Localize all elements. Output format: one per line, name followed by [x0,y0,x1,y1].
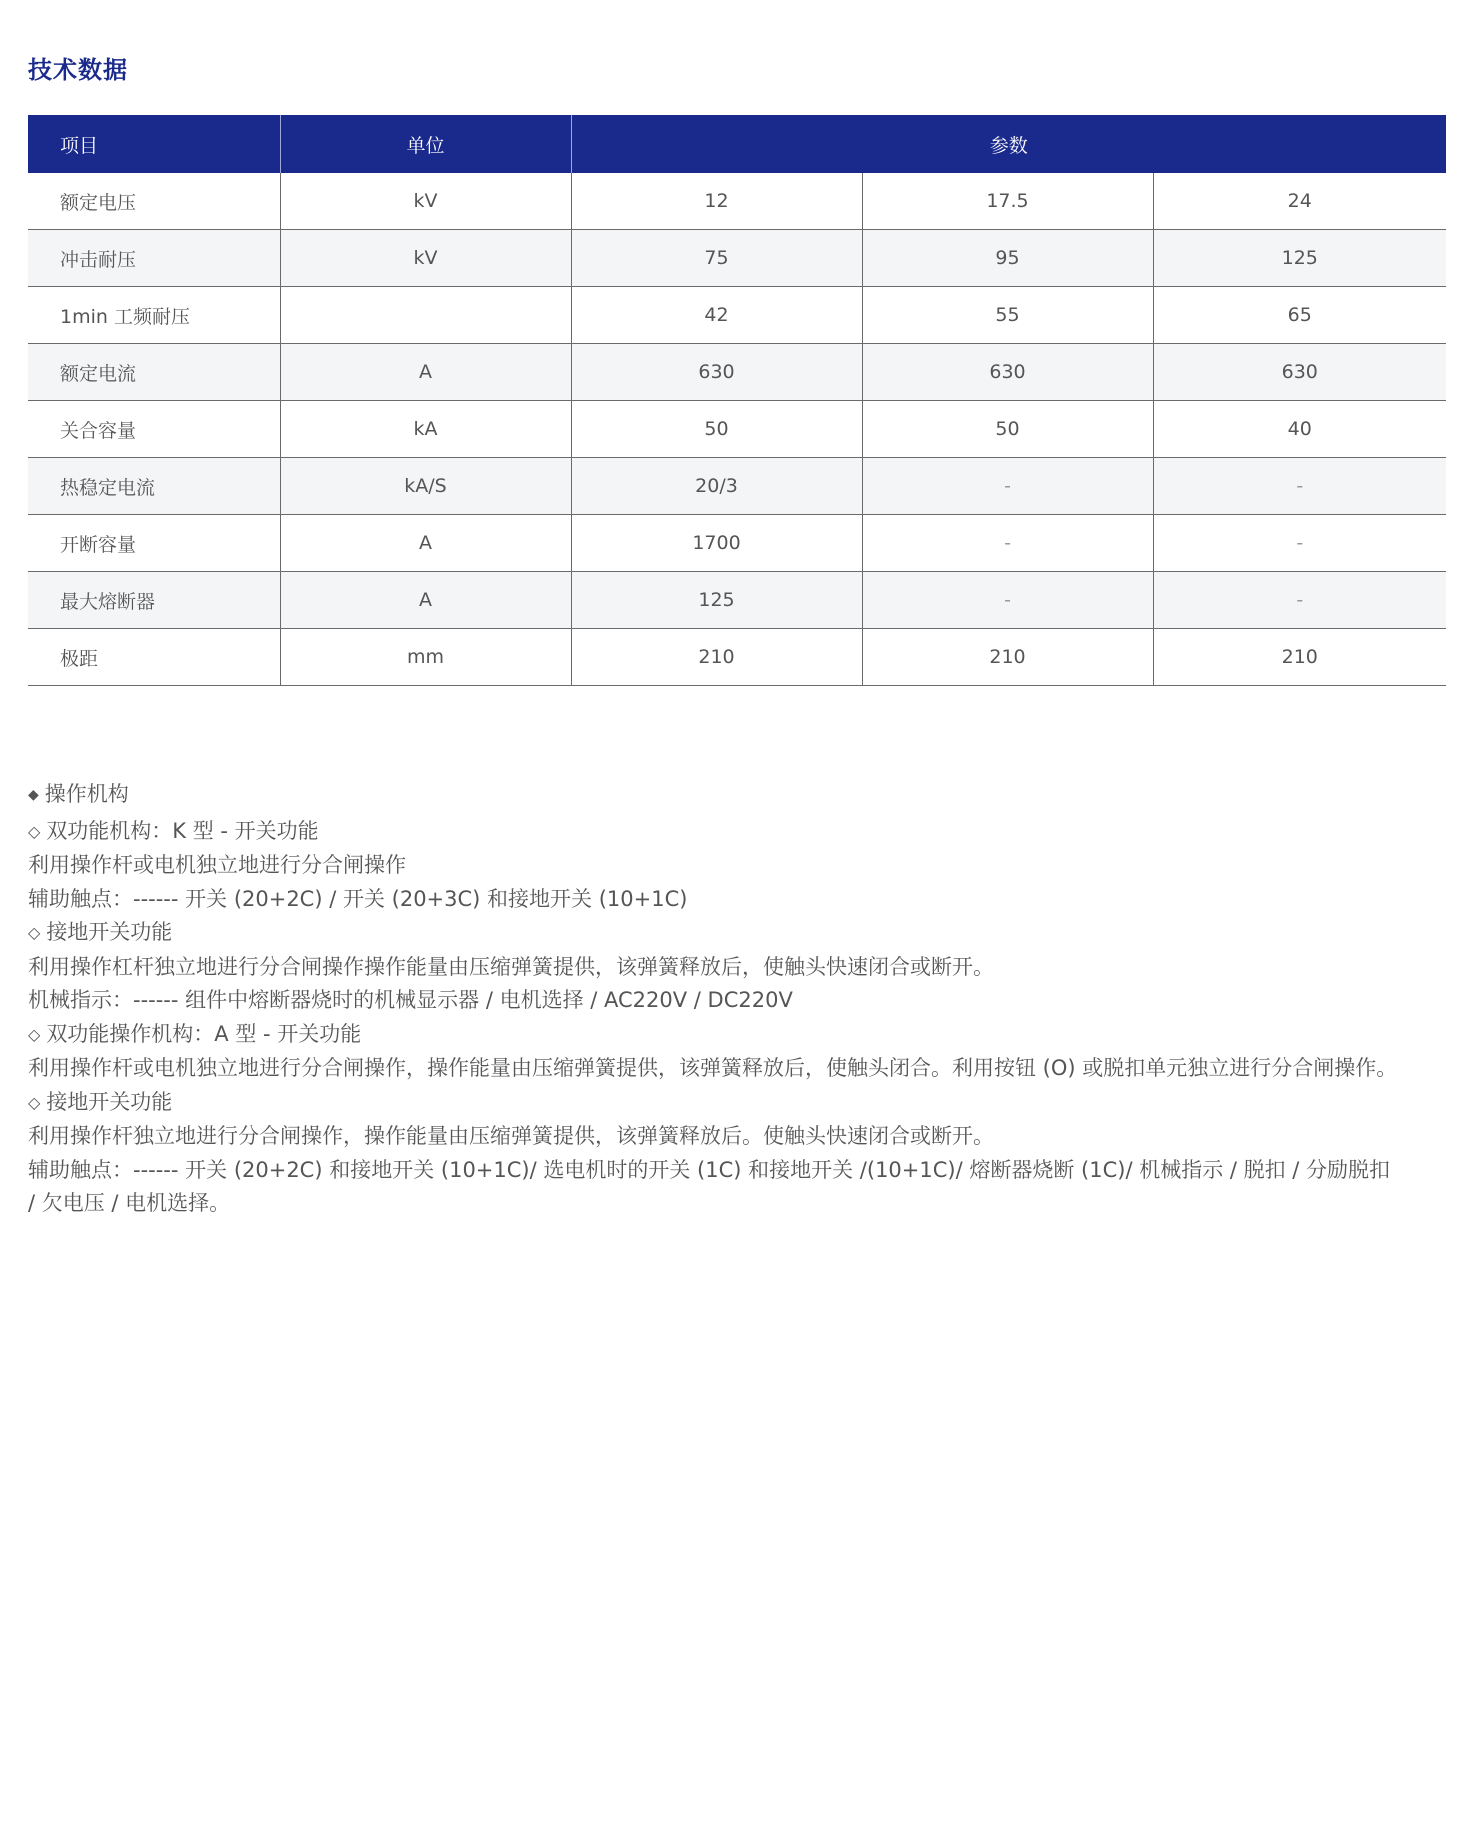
cell-item: 1min 工频耐压 [28,287,280,344]
header-params: 参数 [571,115,1446,173]
cell-unit: kA/S [280,458,571,515]
cell-value: 42 [571,287,862,344]
notes-line: ◇ 双功能操作机构：A 型 - 开关功能 [28,1021,362,1046]
cell-value: 40 [1153,401,1446,458]
table-row [28,401,1446,458]
table-row [28,458,1446,515]
table-header-row [28,115,1446,173]
cell-value: 50 [571,401,862,458]
cell-unit: kV [280,230,571,287]
cell-item: 最大熔断器 [28,572,280,629]
cell-unit: kA [280,401,571,458]
diamond-outline-icon: ◇ [28,923,41,942]
table-row [28,344,1446,401]
notes-line: / 欠电压 / 电机选择。 [28,1191,231,1215]
table-row [28,629,1446,686]
table-row [28,173,1446,230]
cell-value: 125 [1153,230,1446,287]
diamond-outline-icon: ◇ [28,1092,41,1112]
cell-unit: mm [280,629,571,686]
cell-value: 210 [1153,629,1446,686]
cell-unit [280,287,571,344]
cell-value: 125 [571,572,862,629]
cell-value: 630 [1153,344,1446,401]
cell-value: 1700 [571,515,862,572]
cell-value: - [862,515,1153,572]
notes-line: ◇ 接地开关功能 [28,1089,173,1114]
cell-item: 额定电压 [28,173,280,230]
cell-item: 开断容量 [28,515,280,572]
cell-value: 210 [571,629,862,686]
cell-value: 630 [862,344,1153,401]
spec-table [28,115,1446,686]
cell-item: 热稳定电流 [28,458,280,515]
table-row [28,287,1446,344]
notes-line: 辅助触点：------ 开关 (20+2C) 和接地开关 (10+1C)/ 选电机时的开关 (1C) 和接地开关 /(10+1C)/ 熔断器烧断 (1C)/ 机械指示 / 脱扣 / 分励脱扣 [28,1157,1391,1182]
header-item: 项目 [28,115,280,173]
notes-line: 利用操作杆或电机独立地进行分合闸操作 [28,853,406,877]
cell-unit: kV [280,173,571,230]
cell-value: 210 [862,629,1153,686]
cell-value: - [1153,515,1446,572]
cell-item: 关合容量 [28,401,280,458]
table-row [28,230,1446,287]
cell-value: 17.5 [862,173,1153,230]
cell-value: - [1153,458,1446,515]
notes-line: 辅助触点：------ 开关 (20+2C) / 开关 (20+3C) 和接地开关 (10+1C) [28,886,688,911]
table-row [28,515,1446,572]
notes-line: 利用操作杆或电机独立地进行分合闸操作，操作能量由压缩弹簧提供，该弹簧释放后，使触头闭合。利用按钮 (O) 或脱扣单元独立进行分合闸操作。 [28,1056,1398,1080]
notes-line: ◇ 双功能机构：K 型 - 开关功能 [28,818,319,843]
diamond-filled-icon: ◆ [28,787,39,803]
cell-value: 20/3 [571,458,862,515]
cell-value: 75 [571,230,862,287]
cell-value: - [1153,572,1446,629]
cell-value: 50 [862,401,1153,458]
cell-unit: A [280,572,571,629]
notes-heading: ◆ 操作机构 [28,782,129,806]
diamond-outline-icon: ◇ [28,1024,41,1044]
page-title: 技术数据 [28,56,128,84]
diamond-outline-icon: ◇ [28,821,41,841]
cell-value: 95 [862,230,1153,287]
cell-value: 12 [571,173,862,230]
cell-value: - [862,458,1153,515]
notes-section [28,778,1428,1221]
notes-line: ◇ 接地开关功能 [28,920,173,944]
cell-value: - [862,572,1153,629]
notes-line: 利用操作杆独立地进行分合闸操作，操作能量由压缩弹簧提供，该弹簧释放后。使触头快速闭合或断开。 [28,1124,994,1148]
cell-value: 24 [1153,173,1446,230]
cell-value: 65 [1153,287,1446,344]
cell-value: 55 [862,287,1153,344]
notes-line: 利用操作杠杆独立地进行分合闸操作操作能量由压缩弹簧提供，该弹簧释放后，使触头快速闭合或断开。 [28,954,994,979]
notes-line: 机械指示：------ 组件中熔断器烧时的机械显示器 / 电机选择 / AC220V / DC220V [28,988,793,1012]
cell-item: 额定电流 [28,344,280,401]
cell-item: 极距 [28,629,280,686]
cell-item: 冲击耐压 [28,230,280,287]
header-unit: 单位 [280,115,571,173]
cell-unit: A [280,515,571,572]
cell-value: 630 [571,344,862,401]
cell-unit: A [280,344,571,401]
table-row [28,572,1446,629]
